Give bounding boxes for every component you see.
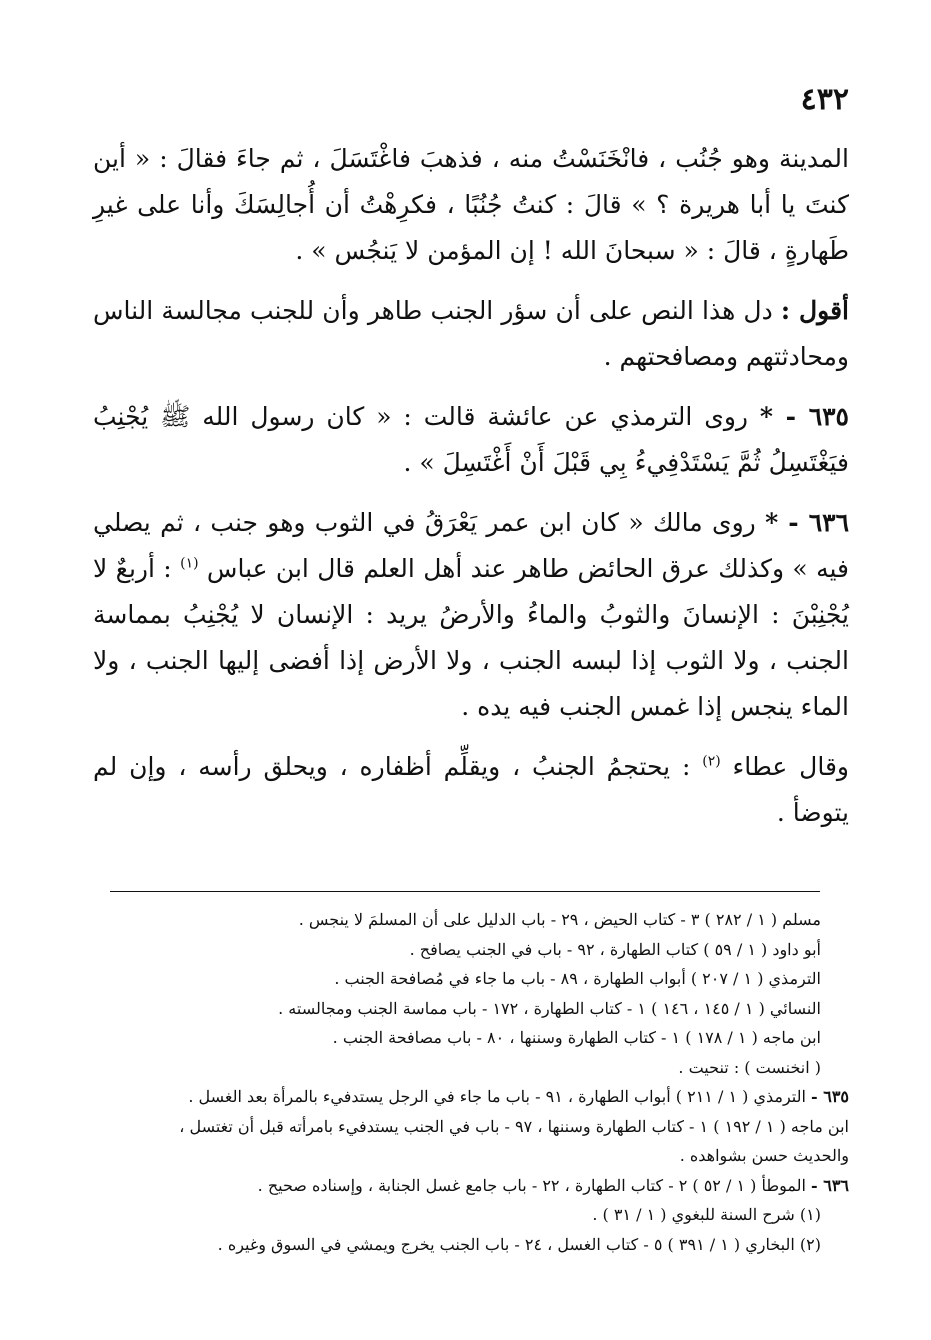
ata-text-b: : يحتجمُ الجنبُ ، ويقلِّم أظفاره ، ويحلق رأسه ، وإن لم يتوضأ . xyxy=(93,752,849,827)
main-text xyxy=(93,136,849,836)
footnote-635-ibn-majah: ابن ماجه ( ١ / ١٩٢ ) ١ - كتاب الطهارة وسننها ، ٩٧ - باب في الجنب يستدفيء بامرأته قبل أن تغتسل ، xyxy=(179,1116,849,1136)
paragraph-ata xyxy=(93,744,849,836)
footnote-636-text: الموطأ ( ١ / ٥٢ ) ٢ - كتاب الطهارة ، ٢٢ - باب جامع غسل الجنابة ، وإسناده صحيح . xyxy=(257,1175,811,1195)
paragraph-hadith-635 xyxy=(93,394,849,486)
footnote-tirmidhi: الترمذي ( ١ / ٢٠٧ ) أبواب الطهارة ، ٨٩ - باب ما جاء في مُصافحة الجنب . xyxy=(334,969,821,988)
footnote-635-grade: والحديث حسن بشواهده . xyxy=(679,1146,849,1165)
hadith-635-number: ٦٣٥ - * xyxy=(759,402,849,431)
hadith-636-number: ٦٣٦ - * xyxy=(765,508,850,537)
paragraph-hadith-636 xyxy=(93,500,849,730)
footnote-divider xyxy=(110,891,820,892)
footnote-muslim: مسلم ( ١ / ٢٨٢ ) ٣ - كتاب الحيض ، ٢٩ - باب الدليل على أن المسلمَ لا ينجس . xyxy=(298,910,821,929)
footnote-ibn-majah: ابن ماجه ( ١ / ١٧٨ ) ١ - كتاب الطهارة وسننها ، ٨٠ - باب مصافحة الجنب . xyxy=(332,1028,821,1047)
footnote-nasai: النسائي ( ١ / ١٤٥ ، ١٤٦ ) ١ - كتاب الطهارة ، ١٧٢ - باب مماسة الجنب ومجالسته . xyxy=(278,998,821,1018)
footnote-abu-dawud: أبو داود ( ١ / ٥٩ ) كتاب الطهارة ، ٩٢ - باب في الجنب يصافح . xyxy=(409,939,821,959)
ata-text-a: وقال عطاء xyxy=(720,752,849,781)
commentary-lead: أقول : xyxy=(780,296,849,325)
hadith-636-text-b: : أربعٌ لا يُجْنِبْنَ : الإنسانَ والثوبُ والماءُ والأرضُ يريد : الإنسان لا يُجْنِبُ بمماسة الجنب ، ولا الثوب إذا لبسه الجنب ، ولا الأرض إذا أفضى إليها الجنب ، ولا الماء ينجس إذا غمس الجنب فيه يده . xyxy=(93,554,849,721)
footnote-636 xyxy=(79,1171,849,1201)
page-number: ٤٣٢ xyxy=(800,82,849,117)
hadith-635-text: روى الترمذي عن عائشة قالت : « كان رسول الله ﷺ يُجْنِبُ فيَغْتَسِلُ ثُمَّ يَسْتَدْفِيءُ بِي قَبْلَ أَنْ أَغْتَسِلَ » . xyxy=(93,402,849,477)
footnote-635-number: ٦٣٥ - xyxy=(811,1087,849,1106)
footnote-ref-2: (٢) xyxy=(702,753,721,770)
footnote-ref-1: (١) xyxy=(180,555,199,572)
footnotes xyxy=(79,905,849,1259)
footnote-2: (٢) البخاري ( ١ / ٣٩١ ) ٥ - كتاب الغسل ، ٢٤ - باب الجنب يخرج ويمشي في السوق وغيره . xyxy=(217,1234,821,1254)
commentary-text: دل هذا النص على أن سؤر الجنب طاهر وأن للجنب مجالسة الناس ومحادثتهم ومصافحتهم . xyxy=(93,296,849,371)
footnote-635 xyxy=(79,1082,849,1112)
footnote-gloss: ( انخنست ) : تنحيت . xyxy=(678,1057,821,1077)
footnote-1: (١) شرح السنة للبغوي ( ١ / ٣١ ) . xyxy=(592,1205,821,1224)
paragraph-hadith-continuation: المدينة وهو جُنُب ، فانْخَنَسْتُ منه ، فذهبَ فاغْتَسَلَ ، ثم جاءَ فقالَ : « أين كنتَ يا أبا هريرة ؟ » قالَ : كنتُ جُنُبًا ، فكرِهْتُ أن أُجالِسَكَ وأنا على غيرِ طَهارةٍ ، قالَ : « سبحانَ الله ! إن المؤمن لا يَنجُس » . xyxy=(93,144,849,265)
hadith-636-text-a: روى مالك « كان ابن عمر يَعْرَقُ في الثوب وهو جنب ، ثم يصلي فيه » وكذلك عرق الحائض طاهر عند أهل العلم قال ابن عباس xyxy=(93,508,849,583)
paragraph-commentary xyxy=(93,288,849,380)
footnote-636-number: ٦٣٦ - xyxy=(811,1175,849,1195)
footnote-635-text: الترمذي ( ١ / ٢١١ ) أبواب الطهارة ، ٩١ - باب ما جاء في الرجل يستدفيء بالمرأة بعد الغسل . xyxy=(188,1087,811,1106)
